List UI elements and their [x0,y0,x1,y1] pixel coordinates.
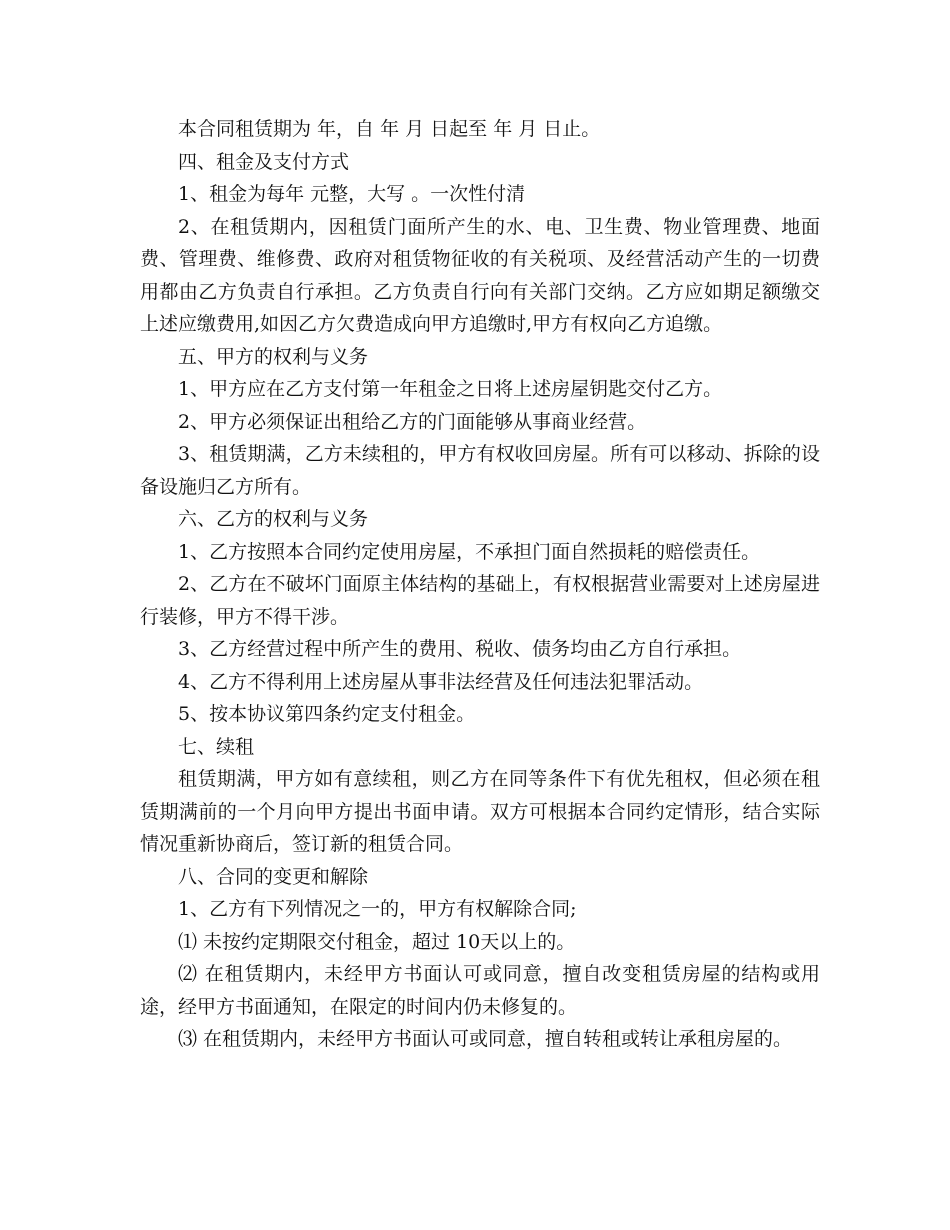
paragraph-fees: 2、在租赁期内，因租赁门面所产生的水、电、卫生费、物业管理费、地面费、管理费、维修费、政府对租赁物征收的有关税项、及经营活动产生的一切费用都由乙方负责自行承担。乙方负责自行向有关部门交纳。乙方应如期足额缴交上述应缴费用,如因乙方欠费造成向甲方追缴时,甲方有权向乙方追缴。 [140,215,820,335]
section-heading-renewal: 七、续租 [178,735,255,758]
section-heading-party-b-rights: 六、乙方的权利与义务 [178,508,369,530]
paragraph-rent-amount: 1、租金为每年 元整，大写 。一次性付清 [178,183,526,205]
section-heading-termination: 八、合同的变更和解除 [178,865,369,888]
paragraph-termination-item-1: ⑴ 未按约定期限交付租金，超过 10天以上的。 [178,930,576,953]
paragraph-party-a-2: 2、甲方必须保证出租给乙方的门面能够从事商业经营。 [178,410,647,433]
document-body [140,113,820,1056]
paragraph-party-a-1: 1、甲方应在乙方支付第一年租金之日将上述房屋钥匙交付乙方。 [178,378,723,400]
paragraph-renewal: 租赁期满，甲方如有意续租，则乙方在同等条件下有优先租权，但必须在租赁期满前的一个月向甲方提出书面申请。双方可根据本合同约定情形，结合实际情况重新协商后，签订新的租赁合同。 [140,768,820,855]
paragraph-party-b-3: 3、乙方经营过程中所产生的费用、税收、债务均由乙方自行承担。 [178,638,742,660]
paragraph-termination-item-3: ⑶ 在租赁期内，未经甲方书面认可或同意，擅自转租或转让承租房屋的。 [178,1028,793,1050]
paragraph-lease-term: 本合同租赁期为 年，自 年 月 日起至 年 月 日止。 [178,118,601,140]
paragraph-termination-1: 1、乙方有下列情况之一的，甲方有权解除合同; [178,898,577,920]
section-heading-party-a-rights: 五、甲方的权利与义务 [178,345,369,368]
paragraph-party-b-1: 1、乙方按照本合同约定使用房屋，不承担门面自然损耗的赔偿责任。 [178,540,761,563]
paragraph-party-a-3: 3、租赁期满，乙方未续租的，甲方有权收回房屋。所有可以移动、拆除的设备设施归乙方所有。 [140,443,820,498]
paragraph-termination-item-2: ⑵ 在租赁期内，未经甲方书面认可或同意，擅自改变租赁房屋的结构或用途，经甲方书面通知，在限定的时间内仍未修复的。 [140,963,820,1018]
section-heading-rent-payment: 四、租金及支付方式 [178,150,350,173]
paragraph-party-b-2: 2、乙方在不破坏门面原主体结构的基础上，有权根据营业需要对上述房屋进行装修，甲方不得干涉。 [140,573,820,628]
paragraph-party-b-4: 4、乙方不得利用上述房屋从事非法经营及任何违法犯罪活动。 [178,670,704,693]
paragraph-party-b-5: 5、按本协议第四条约定支付租金。 [178,703,476,725]
